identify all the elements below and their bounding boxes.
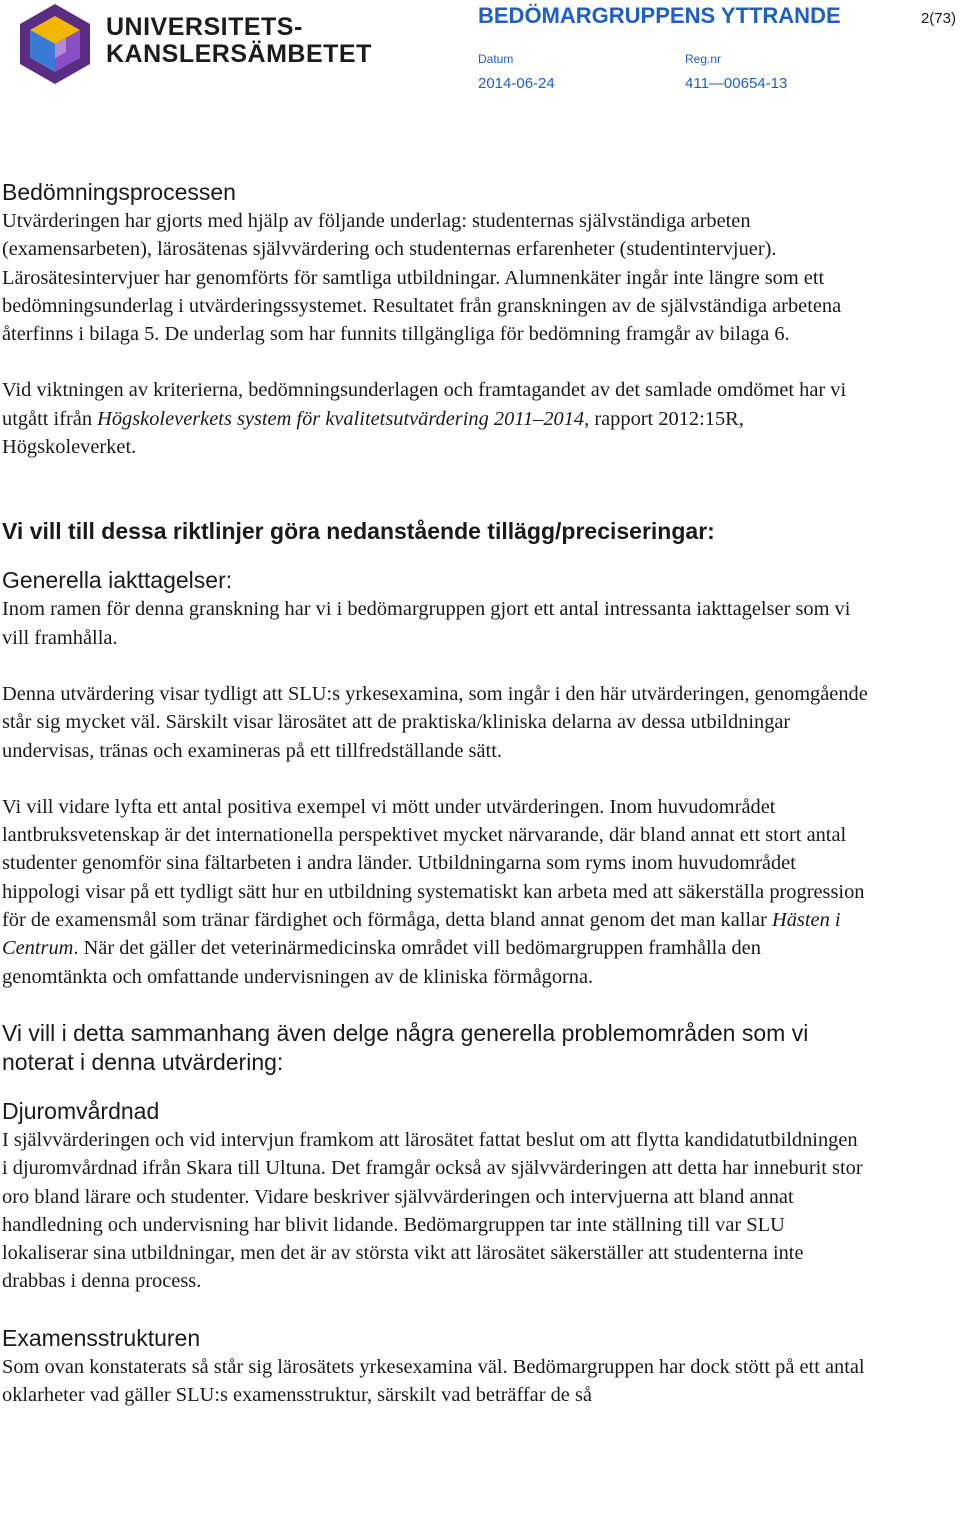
document-header	[0, 0, 960, 110]
paragraph-degree-structure: Som ovan konstaterats så står sig lärosätets yrkesexamina väl. Bedömargruppen har dock stött på ett antal oklarheter vad gäller SLU:s examensstruktur, särskilt vad beträffar de så	[2, 1355, 865, 1407]
paragraph-positive-examples-text: Vi vill vidare lyfta ett antal positiva exempel vi mött under utvärderingen. Inom huvudområdet lantbruksvetenskap är det internationella perspektivet mycket närvarande, där bland annat ett stort antal studenter genomför sina fältarbeten i andra länder. Utbildningarna som ryms inom huvudområdet hippologi visar på ett tydligt sätt hur en utbildning systematiskt kan arbeta med att säkerställa progression för de examensmål som tränar färdighet och förmåga, detta bland annat genom det man kallar	[2, 795, 865, 932]
page-number: 2(73)	[920, 10, 956, 27]
reg-number-label: Reg.nr	[685, 52, 722, 66]
logo-line-2: KANSLERSÄMBETET	[106, 40, 372, 68]
heading-problem-areas: Vi vill i detta sammanhang även delge några generella problemområden som vi noterat i denna utvärdering:	[2, 1019, 809, 1075]
logo-cube-icon	[16, 2, 94, 86]
date-label: Datum	[478, 52, 514, 66]
paragraph-general-intro: Inom ramen för denna granskning har vi i bedömargruppen gjort ett antal intressanta iakttagelser som vi vill framhålla.	[2, 598, 851, 649]
heading-animal-care: Djuromvårdnad	[2, 1097, 160, 1124]
paragraph-positive-examples-tail: . När det gäller det veterinärmedicinska området vill bedömargruppen framhålla den genomtänkta och omfattande undervisningen av de kliniska förmågorna.	[2, 937, 761, 988]
logo-wordmark	[106, 14, 372, 68]
paragraph-animal-care: I självvärderingen och vid intervjun framkom att lärosätet fattat beslut om att flytta kandidatutbildningen i djuromvårdnad ifrån Skara till Ultuna. Det framgår också av självvärderingen att detta har inneburit stor oro bland lärare och studenter. Vidare beskriver självvärderingen och intervjuerna att bland annat handledning och undervisning har blivit lidande. Bedömargruppen tar inte ställning till var SLU lokaliserar sina utbildningar, men det är av största vikt att lärosätet säkerställer att studenterna inte drabbas i denna process.	[2, 1128, 863, 1293]
document-body	[2, 178, 868, 1409]
heading-assessment-process: Bedömningsprocessen	[2, 179, 236, 205]
heading-general-observations: Generella iakttagelser:	[2, 567, 233, 594]
logo-line-1: UNIVERSITETS-	[106, 13, 303, 41]
paragraph-professional-degrees: Denna utvärdering visar tydligt att SLU:s yrkesexamina, som ingår i den här utvärderingen, genomgående står sig mycket väl. Särskilt visar lärosätet att de praktiska/kliniska delarna av dessa utbildningar undervisas, tränas och examineras på ett tillfredställande sätt.	[2, 682, 868, 762]
paragraph-positive-examples-italic: Hästen i Centrum	[2, 909, 841, 960]
paragraph-positive-examples	[2, 793, 868, 991]
paragraph-weighting-text: Vid viktningen av kriterierna, bedömningsunderlagen och framtagandet av det samlade omdömet har vi utgått ifrån	[2, 379, 847, 430]
heading-additions: Vi vill till dessa riktlinjer göra nedanstående tillägg/preciseringar:	[2, 518, 715, 545]
paragraph-weighting	[2, 376, 868, 461]
reg-number-value: 411—00654-13	[685, 75, 788, 92]
paragraph-basis: Utvärderingen har gjorts med hjälp av följande underlag: studenternas självständiga arbeten (examensarbeten), lärosätenas självvärdering och studenternas erfarenheter (studentintervjuer). Lärosätesintervjuer har genomförts för samtliga utbildningar. Alumnenkäter ingår inte längre som ett bedömningsunderlag i utvärderingssystemet. Resultatet från granskningen av de självständiga arbetena återfinns i bilaga 5. De underlag som har funnits tillgängliga för bedömning framgår av bilaga 6.	[2, 210, 842, 346]
document-type-title: BEDÖMARGRUPPENS YTTRANDE	[478, 3, 841, 28]
date-value: 2014-06-24	[478, 75, 555, 92]
uka-logo	[16, 2, 376, 86]
paragraph-weighting-tail: , rapport 2012:15R, Högskoleverket.	[2, 407, 744, 459]
heading-degree-structure: Examensstrukturen	[2, 1324, 201, 1351]
paragraph-weighting-reference: Högskoleverkets system för kvalitetsutvärdering 2011–2014	[97, 407, 585, 430]
